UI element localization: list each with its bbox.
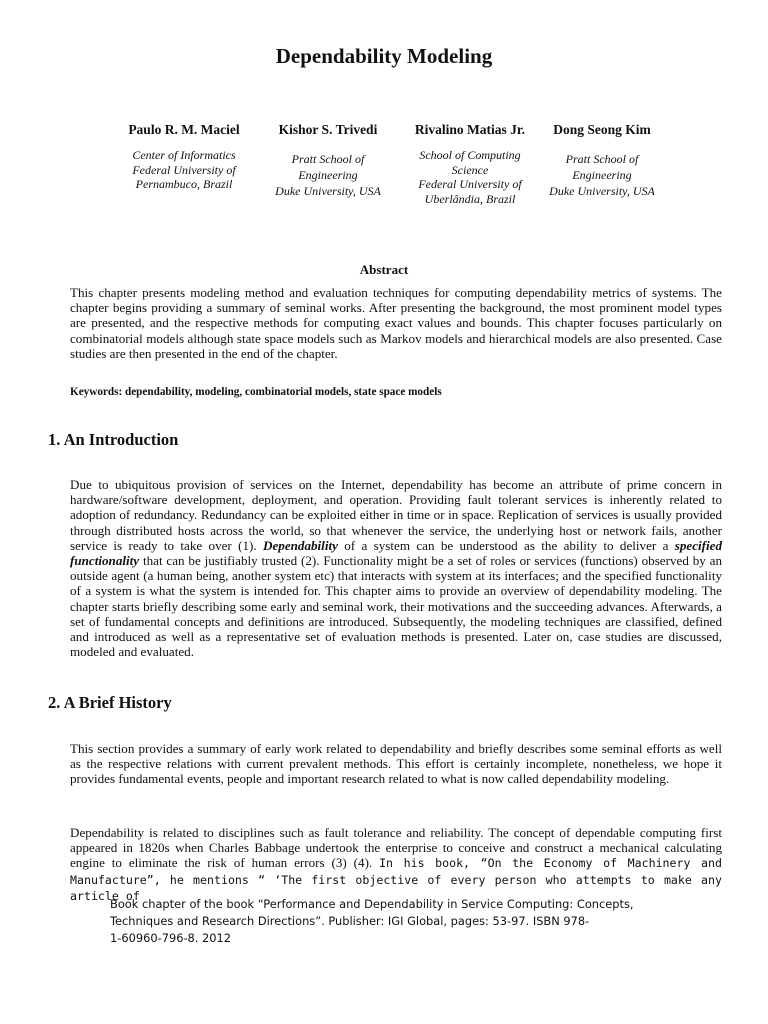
affiliation-line: Center of Informatics bbox=[132, 148, 236, 162]
text-run: of a system can be understood as the ability to deliver a bbox=[337, 537, 675, 553]
affiliation-line: Pratt School of bbox=[565, 152, 639, 166]
paper-title: Dependability Modeling bbox=[275, 44, 493, 68]
affiliation-line: Uberlândia, Brazil bbox=[424, 191, 516, 206]
abstract-text: This chapter presents modeling method and evaluation techniques for computing dependability metrics of systems. The chapter begins providing a summary of seminal works. After presenting the background, the most prominent model types are presented, and the respective methods for computing exact values and bounds. This chapter focuses particularly on combinatorial models although state space models such as Markov models and hierarchical models are also presented. Case studies are then presented in the end of the chapter. bbox=[70, 285, 722, 361]
affiliation-line: Engineering bbox=[572, 168, 632, 182]
author-matias bbox=[400, 122, 540, 206]
author-kim bbox=[538, 122, 666, 199]
author-name: Dong Seong Kim bbox=[553, 122, 651, 137]
affiliation-line: Pernambuco, Brazil bbox=[135, 177, 233, 192]
text-run: Due to ubiquitous provision of services on the Internet, dependability has become an attribute of prime concern in hardware/software development, deployment, and operation. Providing fault tolerant services is inherently related to adoption of redundancy. Redundancy can be exploited either in time or in space. Replication of services is usually provided through distributed hosts across the world, so that whenever the service, the underlying host or network fails, another service is ready to take over (1). bbox=[70, 477, 722, 553]
author-name: Kishor S. Trivedi bbox=[278, 122, 378, 137]
author-name: Rivalino Matias Jr. bbox=[414, 122, 526, 137]
footer-line: Techniques and Research Directions”. Publisher: IGI Global, pages: 53-97. ISBN 978- bbox=[110, 914, 590, 928]
emphasis-dependability: Dependability bbox=[263, 537, 338, 553]
footer-line: Book chapter of the book “Performance and Dependability in Service Computing: Concepts, bbox=[110, 897, 634, 911]
abstract-heading: Abstract bbox=[359, 262, 409, 277]
affiliation-line: Duke University, USA bbox=[275, 184, 381, 198]
footer-line: 1-60960-796-8. 2012 bbox=[110, 931, 232, 945]
section-heading-brief-history: 2. A Brief History bbox=[48, 693, 172, 712]
author-affiliation bbox=[538, 151, 666, 199]
author-affiliation bbox=[112, 148, 256, 192]
author-affiliation bbox=[400, 148, 540, 206]
affiliation-line: Federal University of bbox=[418, 177, 522, 192]
affiliation-line: School of Computing bbox=[419, 148, 521, 162]
affiliation-line: Pratt School of bbox=[291, 152, 365, 166]
affiliation-line: Science bbox=[451, 162, 489, 177]
emphasis-specified-functionality: specified functionality bbox=[70, 537, 722, 569]
footer-citation bbox=[110, 896, 670, 947]
affiliation-line: Federal University of bbox=[132, 162, 236, 177]
text-run-quote: In his book, “On the Economy of Machinery and Manufacture”, he mentions “ ‘The first objective of every person who attempts to make any article of bbox=[70, 856, 722, 903]
section-heading-introduction: 1. An Introduction bbox=[48, 430, 179, 449]
affiliation-line: Duke University, USA bbox=[549, 184, 655, 198]
author-affiliation bbox=[264, 151, 392, 199]
introduction-paragraph bbox=[70, 477, 722, 659]
history-paragraph-1: This section provides a summary of early work related to dependability and briefly describes some seminal efforts as well as the respective relations with current prevalent methods. This effort is certainly incomplete, nonetheless, we hope it provides fundamental events, people and important research related to what is now called dependability modeling. bbox=[70, 741, 722, 787]
author-maciel bbox=[112, 122, 256, 192]
author-trivedi bbox=[264, 122, 392, 199]
author-list bbox=[104, 122, 674, 222]
affiliation-line: Engineering bbox=[298, 168, 358, 182]
author-name: Paulo R. M. Maciel bbox=[128, 122, 240, 137]
text-run: Dependability is related to disciplines such as fault tolerance and reliability. The concept of dependable computing first appeared in 1820s when Charles Babbage undertook the enterprise to conceive and construct a mechanical calculating engine to eliminate the risk of human errors (3) (4). bbox=[70, 825, 722, 871]
history-paragraph-2 bbox=[70, 825, 722, 903]
text-run: that can be justifiably trusted (2). Functionality might be a set of roles or services (functions) observed by an outside agent (a human being, another system etc) that interacts with system at its interfaces; and the specified functionality of a system is what the system is intended for. This chapter aims to provide an overview of dependability modeling. The chapter starts briefly describing some early and seminal work, their motivations and the succeeding advances. Afterwards, a set of fundamental concepts and definitions are introduced. Subsequently, the modeling techniques are classified, defined and introduced as well as a representative set of evaluation methods is presented. Later on, case studies are discussed, modeled and evaluated. bbox=[70, 553, 722, 660]
keywords: Keywords: dependability, modeling, combinatorial models, state space models bbox=[70, 386, 442, 398]
